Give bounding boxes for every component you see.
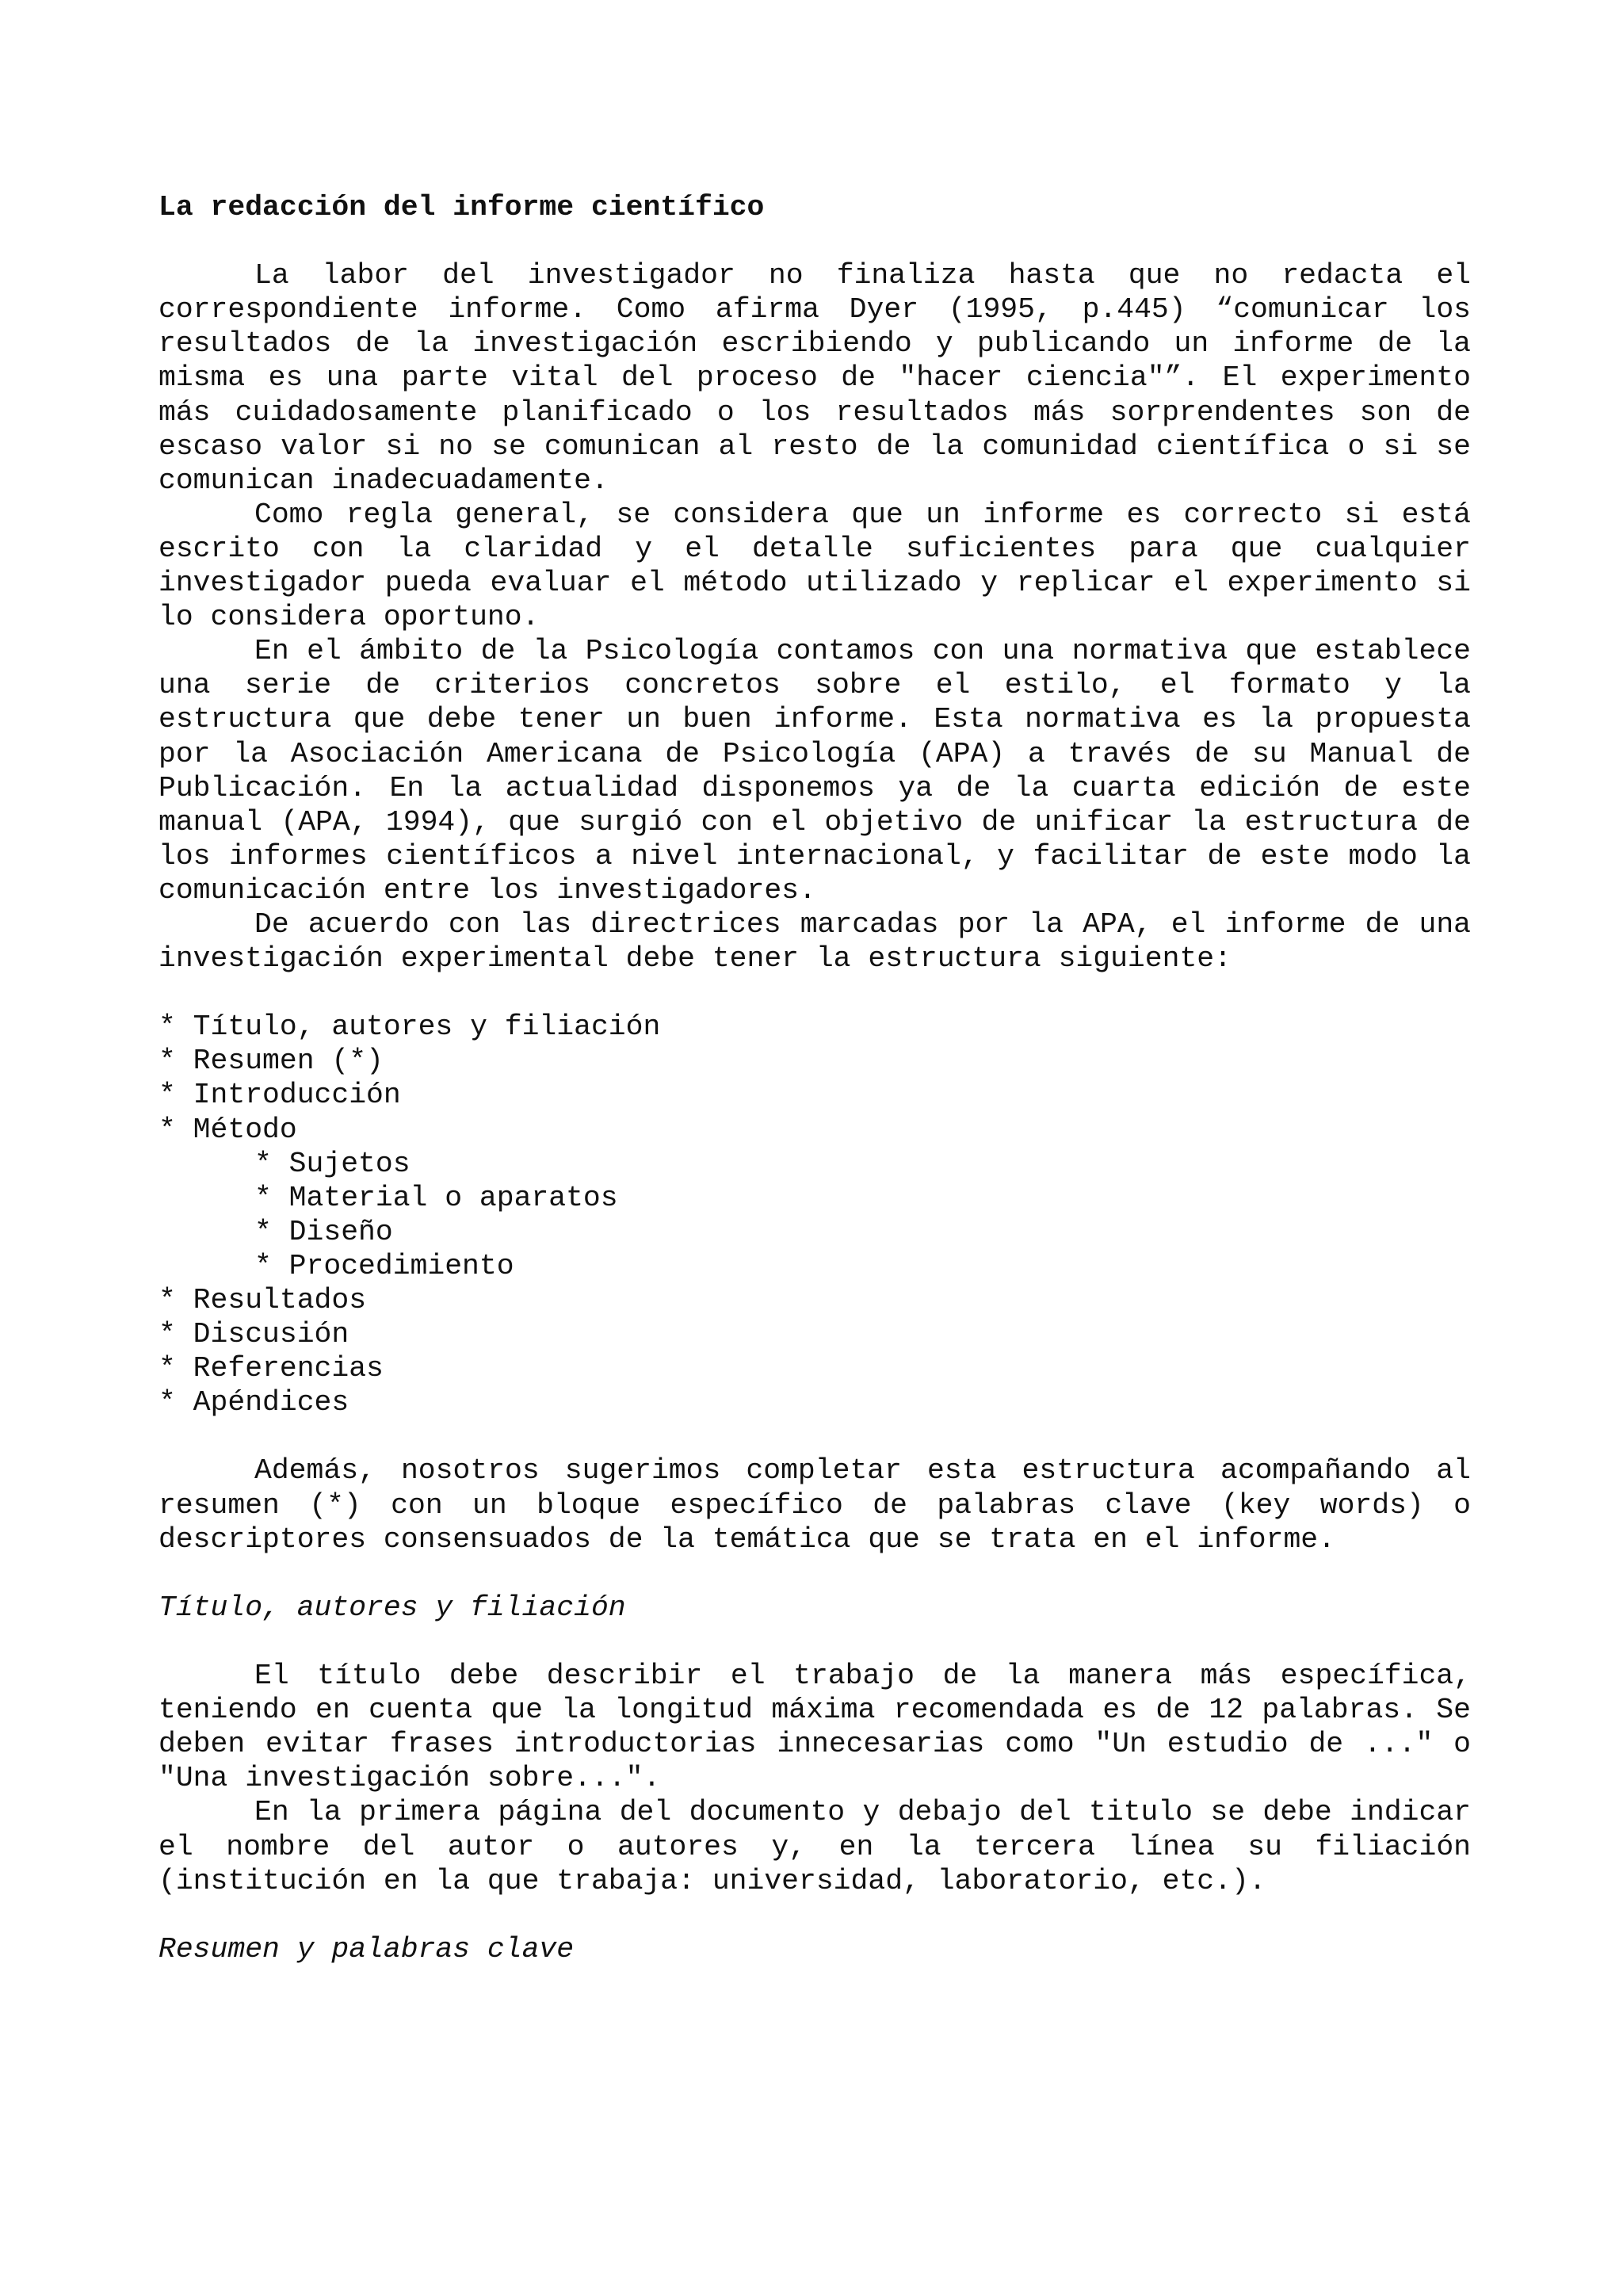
list-item: * Resultados	[158, 1284, 367, 1316]
document-page	[158, 190, 1471, 1966]
list-subitem: * Sujetos	[254, 1147, 411, 1180]
intro-paragraph: De acuerdo con las directrices marcadas por la APA, el informe de una investigación experimental debe tener la estructura siguiente:	[158, 907, 1471, 976]
list-item: * Título, autores y filiación	[158, 1010, 661, 1044]
titulo-paragraph: En la primera página del documento y debajo del titulo se debe indicar el nombre del autor o autores y, en la tercera línea su filiación (institución en la que trabaja: universidad, laboratorio, etc.).	[158, 1796, 1471, 1897]
spacer	[158, 1898, 1471, 1932]
list-item: * Referencias	[158, 1352, 384, 1385]
intro-paragraph: La labor del investigador no finaliza hasta que no redacta el correspondiente informe. Como afirma Dyer (1995, p.445) “comunicar los resultados de la investigación escribiendo y publicando un informe de la misma es una parte vital del proceso de "hacer ciencia"”. El experimento más cuidadosamente planificado o los resultados más sorprendentes son de escaso valor si no se comunican al resto de la comunidad científica o si se comunican inadecuadamente.	[158, 259, 1471, 497]
spacer	[158, 1625, 1471, 1659]
spacer	[158, 976, 1471, 1010]
list-item: * Introducción	[158, 1079, 401, 1112]
list-subitem: * Procedimiento	[254, 1249, 514, 1282]
list-item: * Discusión	[158, 1318, 349, 1351]
list-item: * Método	[158, 1113, 297, 1146]
intro-paragraph: Como regla general, se considera que un informe es correcto si está escrito con la claridad y el detalle suficientes para que cualquier investigador pueda evaluar el método utilizado y replicar el experimento si lo considera oportuno.	[158, 498, 1471, 634]
list-item: * Apéndices	[158, 1386, 349, 1419]
after-list-paragraph: Además, nosotros sugerimos completar esta estructura acompañando al resumen (*) con un bloque específico de palabras clave (key words) o descriptores consensuados de la temática que se trata en el informe.	[158, 1454, 1471, 1556]
intro-paragraph: En el ámbito de la Psicología contamos con una normativa que establece una serie de criterios concretos sobre el estilo, el formato y la estructura que debe tener un buen informe. Esta normativa es la propuesta por la Asociación Americana de Psicología (APA) a través de su Manual de Publicación. En la actualidad disponemos ya de la cuarta edición de este manual (APA, 1994), que surgió con el objetivo de unificar la estructura de los informes científicos a nivel internacional, y facilitar de este modo la comunicación entre los investigadores.	[158, 635, 1471, 907]
titulo-paragraph: El título debe describir el trabajo de la manera más específica, teniendo en cuenta que la longitud máxima recomendada es de 12 palabras. Se deben evitar frases introductorias innecesarias como "Un estudio de ..." o "Una investigación sobre...".	[158, 1660, 1471, 1795]
section-heading-resumen: Resumen y palabras clave	[158, 1932, 575, 1966]
structure-list	[158, 1010, 1471, 1419]
list-item: * Resumen (*)	[158, 1045, 384, 1078]
document-title: La redacción del informe científico	[158, 191, 765, 223]
spacer	[158, 1557, 1471, 1591]
list-subitem: * Diseño	[254, 1215, 393, 1248]
section-heading-titulo: Título, autores y filiación	[158, 1591, 626, 1624]
spacer	[158, 1419, 1471, 1454]
list-subitem: * Material o aparatos	[254, 1181, 618, 1214]
